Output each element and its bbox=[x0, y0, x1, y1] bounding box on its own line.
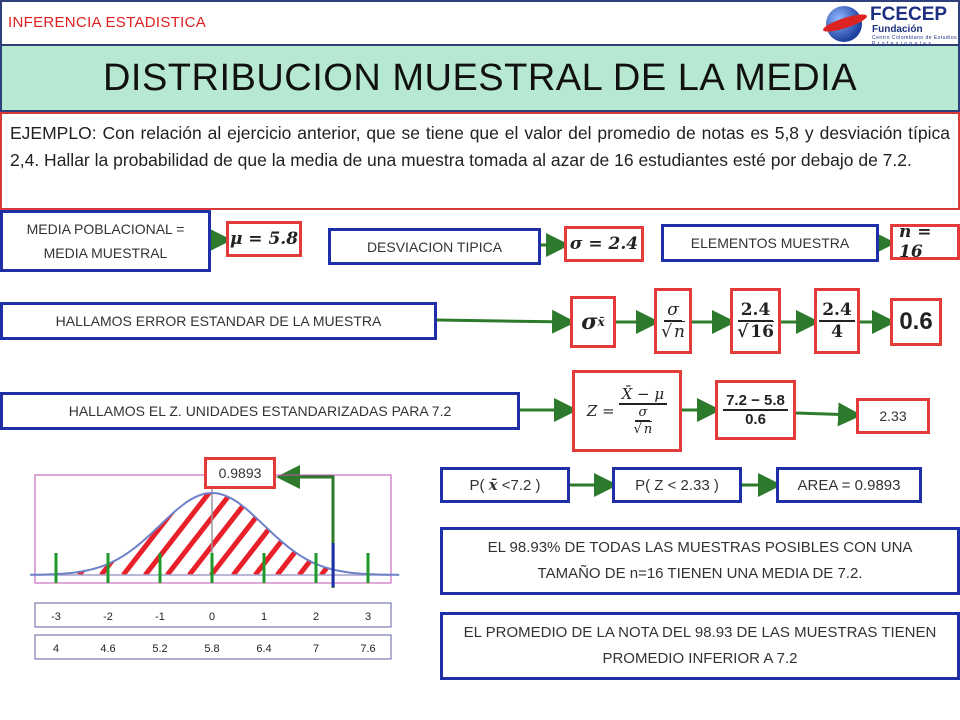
normal-curve bbox=[30, 493, 399, 575]
conclusion-2: EL PROMEDIO DE LA NOTA DEL 98.93 DE LAS MUESTRAS TIENEN PROMEDIO INFERIOR A 7.2 bbox=[440, 612, 960, 680]
media-label-box: MEDIA POBLACIONAL = MEDIA MUESTRAL bbox=[0, 210, 211, 272]
example-text: EJEMPLO: Con relación al ejercicio anterior, que se tiene que el valor del promedio de notas es 5,8 y desviación típica 2,4. Hallar la probabilidad de que la media de una muestra tomada al azar de 16 estudiantes esté por debajo de 7.2. bbox=[0, 112, 960, 210]
shaded-area bbox=[30, 485, 400, 575]
logo-name: FCECEP bbox=[870, 4, 948, 25]
x-tick-label: 4.6 bbox=[100, 643, 116, 655]
arrow-error-1 bbox=[437, 320, 570, 322]
z-formula: Z = $\frac{X̄ - \mu}{\frac{\sigma}{√ n}}$ bbox=[572, 370, 682, 452]
sigma-formula: σ = 2.4 bbox=[564, 226, 644, 262]
x-tick-label: 5.8 bbox=[204, 643, 220, 655]
subject-label: INFERENCIA ESTADISTICA bbox=[8, 14, 207, 31]
area-value-label: 0.9893 bbox=[204, 457, 276, 489]
mu-formula: μ = 5.8 bbox=[226, 221, 302, 257]
x-tick-label: 7.6 bbox=[360, 643, 376, 655]
hatch-line bbox=[365, 485, 400, 575]
page-title: DISTRIBUCION MUESTRAL DE LA MEDIA bbox=[102, 56, 858, 99]
hatch-line bbox=[35, 485, 105, 575]
x-tick-label: 7 bbox=[312, 643, 320, 655]
sigma-over-sqrt-n-formula: $\frac{\sigma}{√ n}$ bbox=[654, 288, 692, 354]
x-tick-label: 6.4 bbox=[256, 643, 272, 655]
z-tick-label: -2 bbox=[103, 611, 113, 623]
x-tick-label: 4 bbox=[52, 643, 60, 655]
z-tick-label: 2 bbox=[312, 611, 320, 623]
conclusion-1: EL 98.93% DE TODAS LAS MUESTRAS POSIBLES CON UNA TAMAÑO DE n=16 TIENEN UNA MEDIA DE 7.2. bbox=[440, 527, 960, 595]
sigma-xbar-formula: σ x̄ bbox=[570, 296, 616, 348]
err-fraction-formula: $\frac{2.4}{√ 16}$ bbox=[730, 288, 781, 354]
x-tick-label: 5.2 bbox=[152, 643, 168, 655]
z-label-box: HALLAMOS EL Z. UNIDADES ESTANDARIZADAS PARA 7.2 bbox=[0, 392, 520, 430]
err-fraction2-formula: $\frac{2.4}{4}$ bbox=[814, 288, 860, 354]
hatch-line bbox=[57, 485, 127, 575]
z-tick-label: -1 bbox=[155, 611, 165, 623]
area-box: AREA = 0.9893 bbox=[776, 467, 922, 503]
z-tick-label: -3 bbox=[51, 611, 61, 623]
z-tick-label: 1 bbox=[260, 611, 268, 623]
desviacion-label-box: DESVIACION TIPICA bbox=[328, 228, 541, 265]
elementos-label-box: ELEMENTOS MUESTRA bbox=[661, 224, 879, 262]
z-substituted-formula: $\frac{7.2 - 5.8}{0.6}$ bbox=[715, 380, 796, 440]
n-formula: n = 16 bbox=[890, 224, 960, 260]
logo-line1: Fundación bbox=[872, 24, 923, 35]
prob-z-box: P( Z < 2.33 ) bbox=[612, 467, 742, 503]
arrow-z-3 bbox=[796, 413, 856, 415]
z-tick-label: 0 bbox=[208, 611, 216, 623]
err-result-formula: 0.6 bbox=[890, 298, 942, 346]
logo-line2: Centro Colombiano de Estudios bbox=[872, 35, 958, 41]
prob-xbar-box: P( x̄ <7.2 ) bbox=[440, 467, 570, 503]
error-label-box: HALLAMOS ERROR ESTANDAR DE LA MUESTRA bbox=[0, 302, 437, 340]
z-tick-label: 3 bbox=[364, 611, 372, 623]
z-result-box: 2.33 bbox=[856, 398, 930, 434]
